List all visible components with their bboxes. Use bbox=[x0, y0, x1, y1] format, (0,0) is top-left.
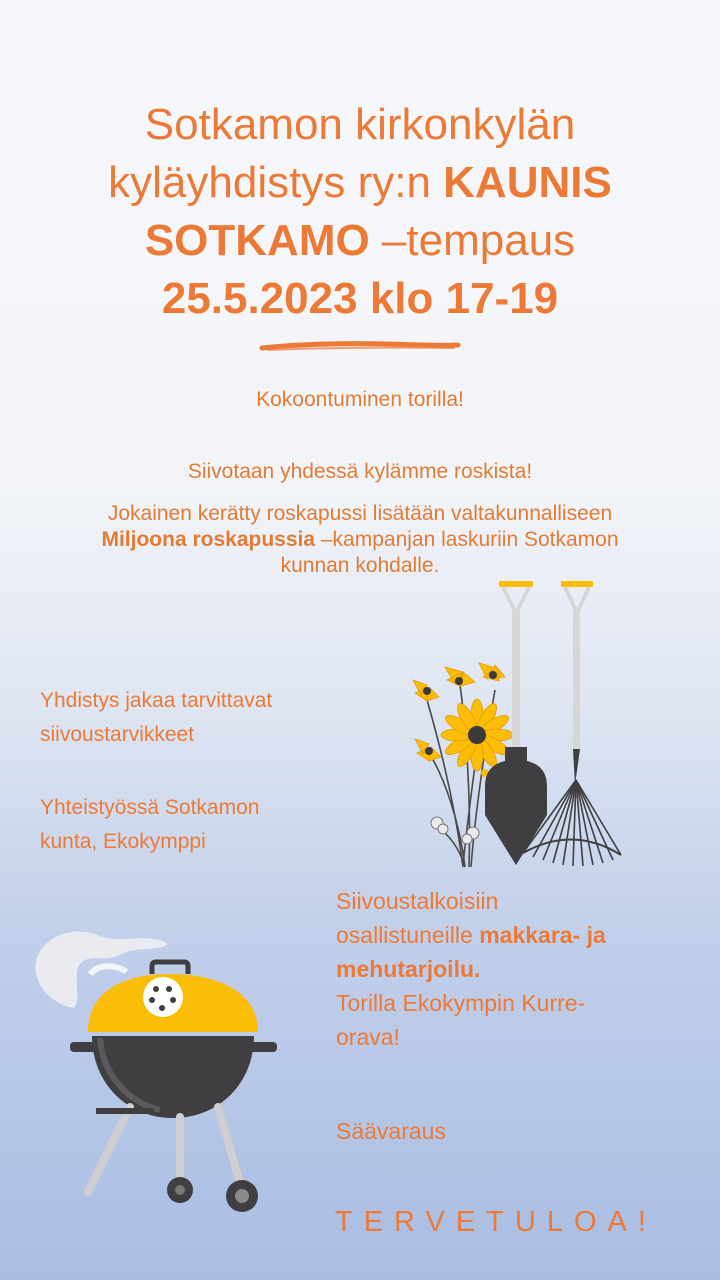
weather-note: Säävaraus bbox=[336, 1118, 446, 1144]
treat-text: Siivoustalkoisiin osallistuneille makkara- ja mehutarjoilu. Torilla Ekokympin Kurre- orava! bbox=[336, 888, 606, 1050]
title-line-3: SOTKAMO –tempaus bbox=[144, 216, 576, 265]
title-line-1: Sotkamon kirkonkylän bbox=[144, 100, 576, 149]
supplies-text: Yhdistys jakaa tarvittavat siivoustarvikkeet bbox=[40, 689, 273, 746]
campaign-text: Jokainen kerätty roskapussi lisätään valtakunnalliseen Miljoona roskapussia –kampanjan laskuriin Sotkamon kunnan kohdalle. bbox=[101, 502, 619, 577]
title-bold-kaunis: KAUNIS bbox=[443, 158, 612, 207]
cleanup-text: Siivotaan yhdessä kylämme roskista! bbox=[187, 460, 533, 483]
underline-stroke-icon bbox=[258, 338, 462, 356]
title-line-2: kyläyhdistys ry:n KAUNIS bbox=[108, 158, 612, 207]
title-bold-sotkamo: SOTKAMO bbox=[144, 216, 370, 265]
sunflower-icon bbox=[441, 699, 513, 771]
event-date-time: 25.5.2023 klo 17-19 bbox=[161, 274, 559, 323]
lid-vent-icon bbox=[143, 977, 183, 1017]
welcome-text: TERVETULOA! bbox=[335, 1206, 657, 1238]
meeting-text: Kokoontuminen torilla! bbox=[256, 388, 464, 411]
grill-illustration bbox=[30, 922, 290, 1222]
garden-tools-flowers-illustration bbox=[405, 575, 625, 875]
campaign-name: Miljoona roskapussia bbox=[101, 528, 316, 551]
partners-text: Yhteistyössä Sotkamon kunta, Ekokymppi bbox=[40, 796, 260, 853]
event-title bbox=[40, 96, 680, 328]
